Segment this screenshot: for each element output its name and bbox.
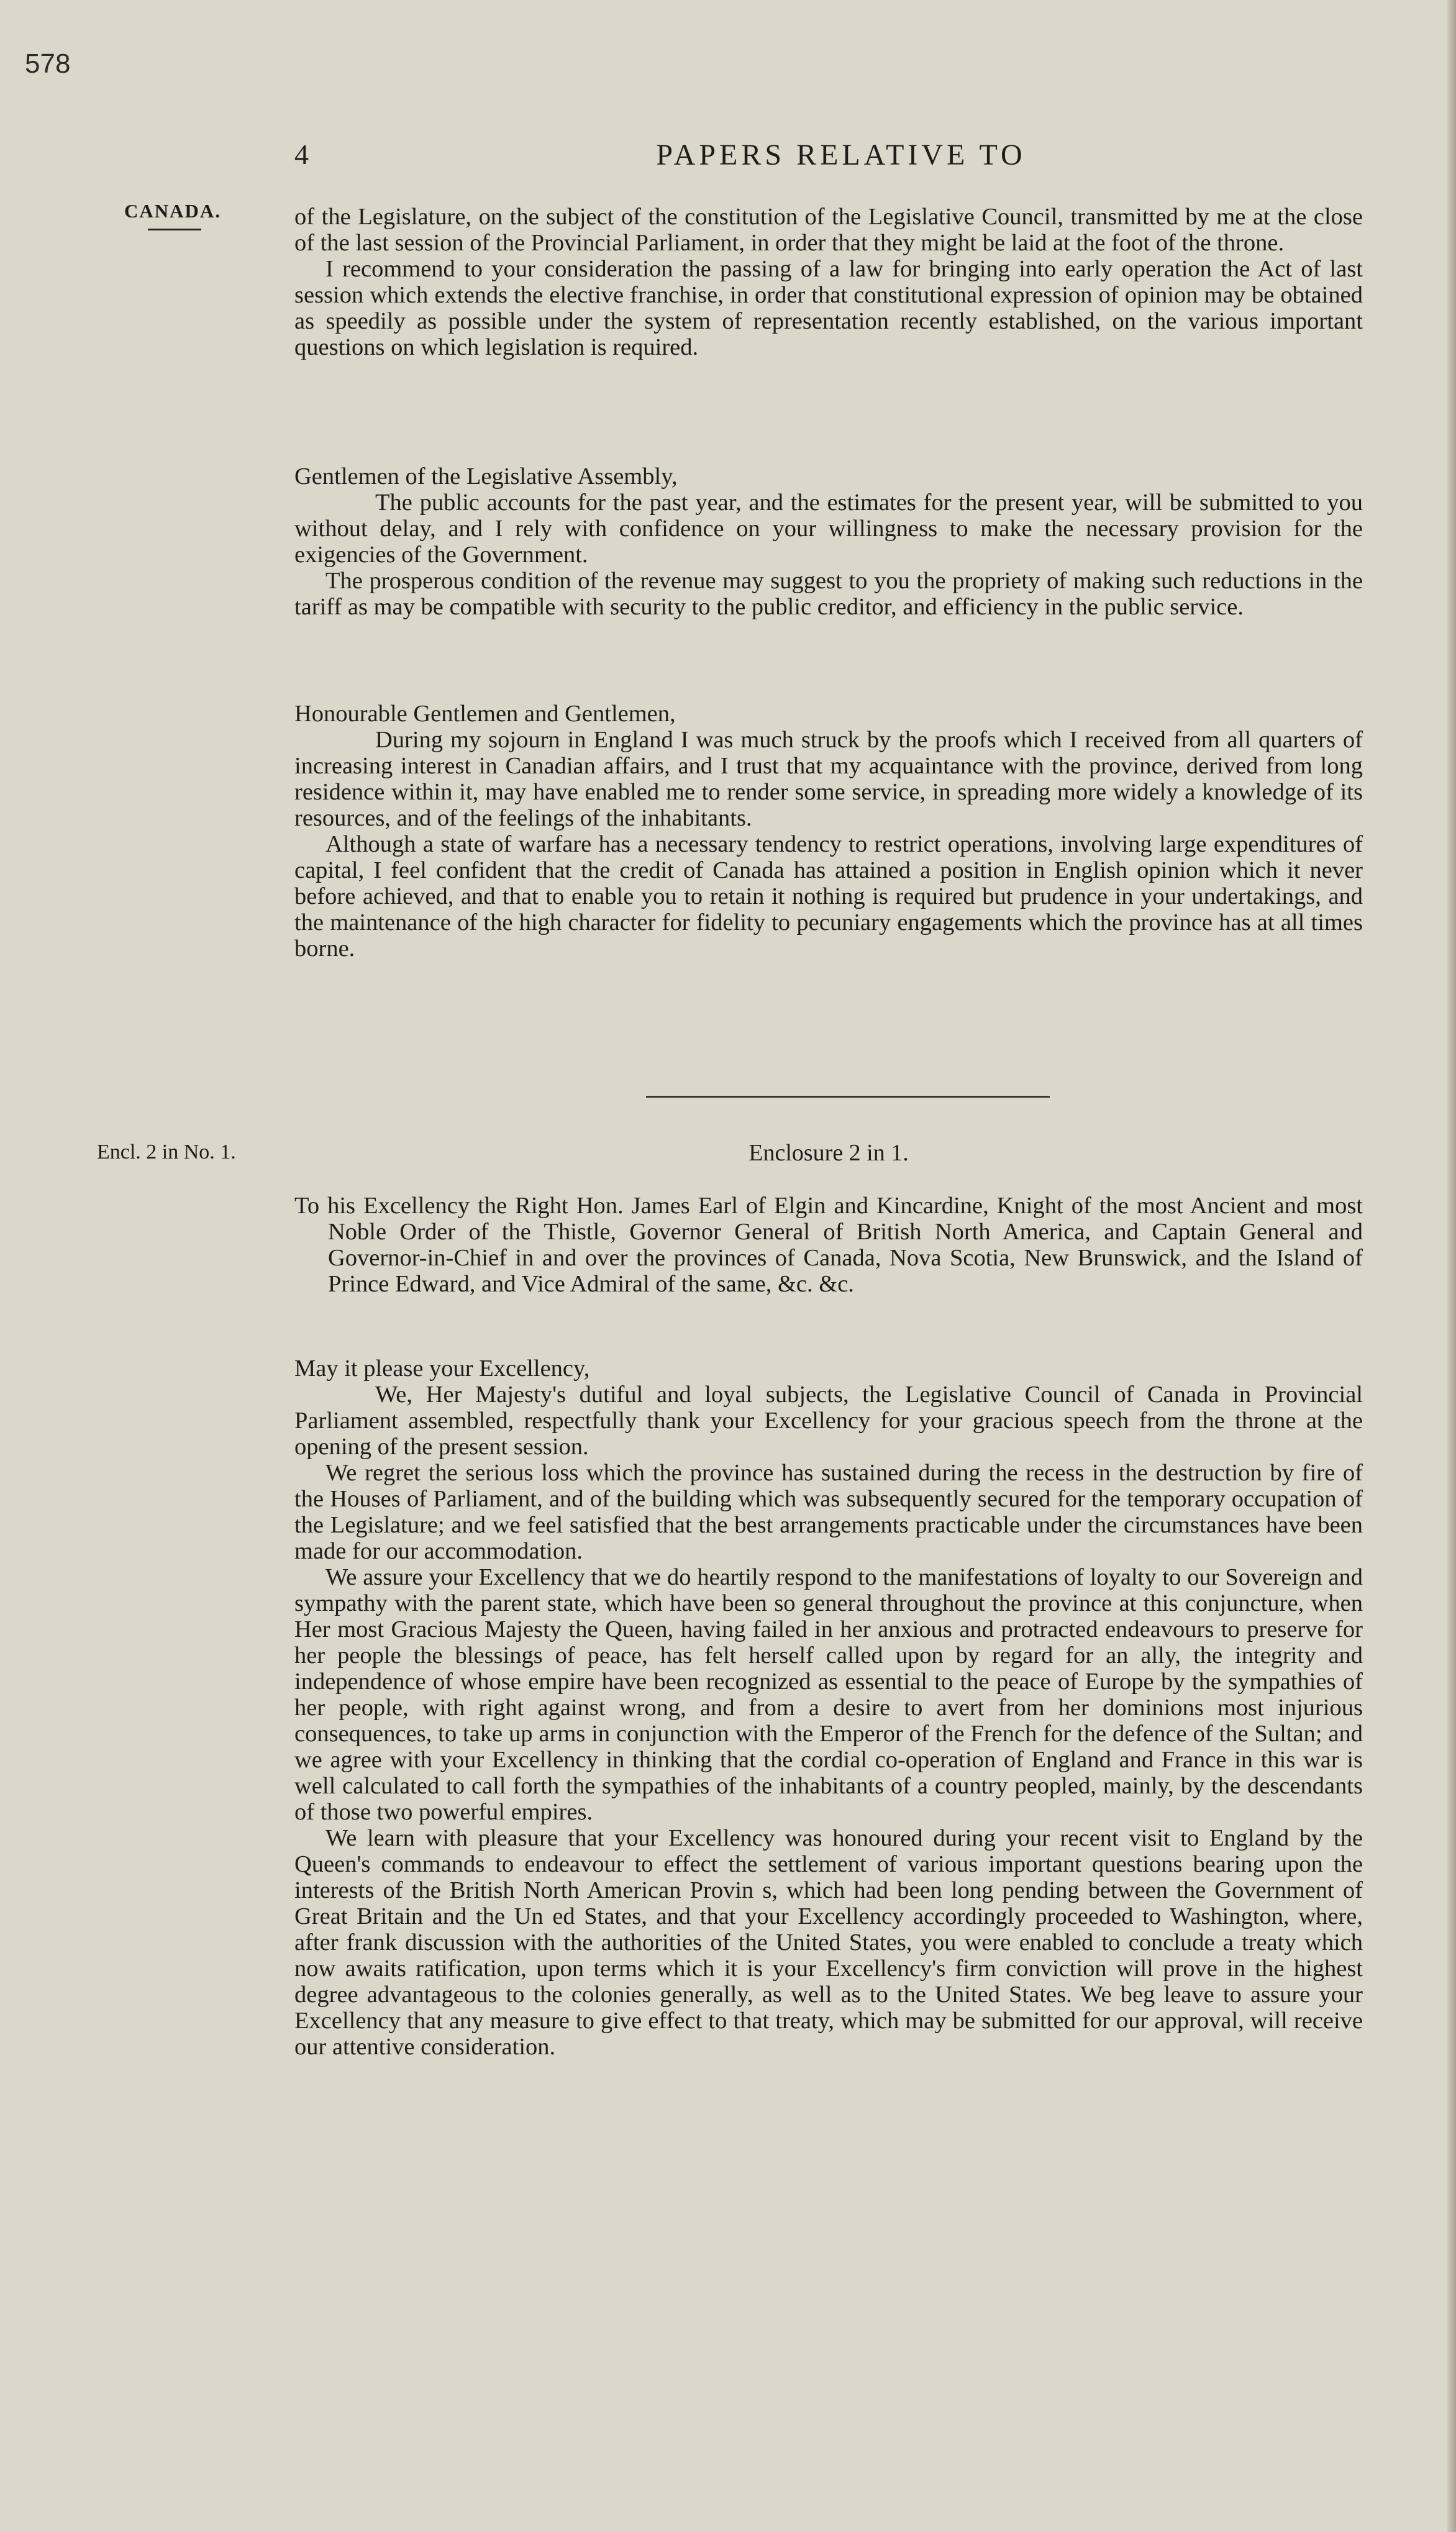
margin-note-canada: CANADA. (124, 200, 222, 222)
enclosure-paragraph-3: We assure your Excellency that we do heartily respond to the manifestations of loyalty to our Sovereign and sympathy with the parent state, which have been so general throughout the province at this conjuncture, when Her most Gracious Majesty the Queen, having failed in her anxious and protracted endeavours to preserve for her people the blessings of peace, has felt herself called upon by regard for an ally, the integrity and independence of whose empire have been recognized as essential to the peace of Europe by the sympathies of her people, with right against wrong, and from a desire to avert from her dominions most injurious consequences, to take up arms in conjunction with the Emperor of the French for the defence of the Sultan; and we agree with your Excellency in thinking that the cordial co-operation of England and France in this war is well calculated to call forth the sympathies of the inhabitants of a country peopled, mainly, by the descendants of those two powerful empires. (294, 1564, 1363, 1825)
speech-paragraph-1: of the Legislature, on the subject of the constitution of the Legislative Council, transmitted by me at the close of the last session of the Provincial Parliament, in order that they might be laid at the foot of the throne. (294, 204, 1363, 256)
salutation-both-houses: Honourable Gentlemen and Gentlemen, (294, 701, 676, 727)
page-edge-shadow (1447, 0, 1456, 2532)
speech-paragraph-5: During my sojourn in England I was much struck by the proofs which I received from all quarters of increasing interest in Canadian affairs, and I trust that my acquaintance with the province, derived from long residence within it, may have enabled me to render some service, in spreading more widely a knowledge of its resources, and of the feelings of the inhabitants. (294, 727, 1363, 831)
enclosure-address (294, 1193, 1363, 1297)
salutation-assembly: Gentlemen of the Legislative Assembly, (294, 463, 678, 490)
enclosure-paragraph-1: We, Her Majesty's dutiful and loyal subjects, the Legislative Council of Canada in Provincial Parliament assembled, respectfully thank your Excellency for your gracious speech from the throne at the opening of the present session. (294, 1382, 1363, 1460)
speech-paragraph-4: The prosperous condition of the revenue may suggest to you the propriety of making such reductions in the tariff as may be compatible with security to the public creditor, and efficiency in the public service. (294, 568, 1363, 620)
enclosure-heading: Enclosure 2 in 1. (748, 1140, 909, 1166)
enclosure-body (294, 1355, 1363, 2060)
speech-assembly-section (294, 463, 1363, 620)
enclosure-paragraph-2: We regret the serious loss which the province has sustained during the recess in the destruction by fire of the Houses of Parliament, and of the building which was subsequently secured for the temporary occupation of the Legislature; and we feel satisfied that the best arrangements practicable under the circumstances have been made for our accommodation. (294, 1460, 1363, 1564)
enclosure-salutation: May it please your Excellency, (294, 1355, 590, 1382)
speech-paragraph-6: Although a state of warfare has a necessary tendency to restrict operations, involving large expenditures of capital, I feel confident that the credit of Canada has attained a position in English opinion which it never before achieved, and that to enable you to retain it nothing is required but prudence in your undertakings, and the maintenance of the high character for fidelity to pecuniary engagements which the province has at all times borne. (294, 831, 1363, 962)
section-divider (646, 1096, 1050, 1098)
speech-opening (294, 204, 1363, 360)
speech-closing-section (294, 701, 1363, 962)
running-head-number: 4 (294, 139, 309, 170)
page-number: 578 (25, 48, 71, 79)
margin-note-rule (148, 229, 201, 230)
speech-paragraph-2: I recommend to your consideration the passing of a law for bringing into early operation the Act of last session which extends the elective franchise, in order that constitutional expression of opinion may be obtained as speedily as possible under the system of representation recently established, on the various important questions on which legislation is required. (294, 256, 1363, 360)
margin-note-enclosure: Encl. 2 in No. 1. (97, 1141, 236, 1164)
running-head-title: PAPERS RELATIVE TO (656, 139, 1026, 171)
speech-paragraph-3: The public accounts for the past year, and the estimates for the present year, will be submitted to you without delay, and I rely with confidence on your willingness to make the necessary provision for the exigencies of the Government. (294, 490, 1363, 568)
running-head (294, 138, 1363, 175)
address-text: To his Excellency the Right Hon. James Earl of Elgin and Kincardine, Knight of the most Ancient and most Noble Order of the Thistle, Governor General of British North America, and Captain General and Governor-in-Chief in and over the provinces of Canada, Nova Scotia, New Brunswick, and the Island of Prince Edward, and Vice Admiral of the same, &c. &c. (294, 1193, 1363, 1297)
enclosure-paragraph-4: We learn with pleasure that your Excellency was honoured during your recent visit to England by the Queen's commands to endeavour to effect the settlement of various important questions bearing upon the interests of the British North American Provin s, which had been long pending between the Government of Great Britain and the Un ed States, and that your Excellency accordingly proceeded to Washington, where, after frank discussion with the authorities of the United States, you were enabled to conclude a treaty which now awaits ratification, upon terms which it is your Excellency's firm conviction will prove in the highest degree advantageous to the colonies generally, as well as to the United States. We beg leave to assure your Excellency that any measure to give effect to that treaty, which may be submitted for our approval, will receive our attentive consideration. (294, 1825, 1363, 2060)
